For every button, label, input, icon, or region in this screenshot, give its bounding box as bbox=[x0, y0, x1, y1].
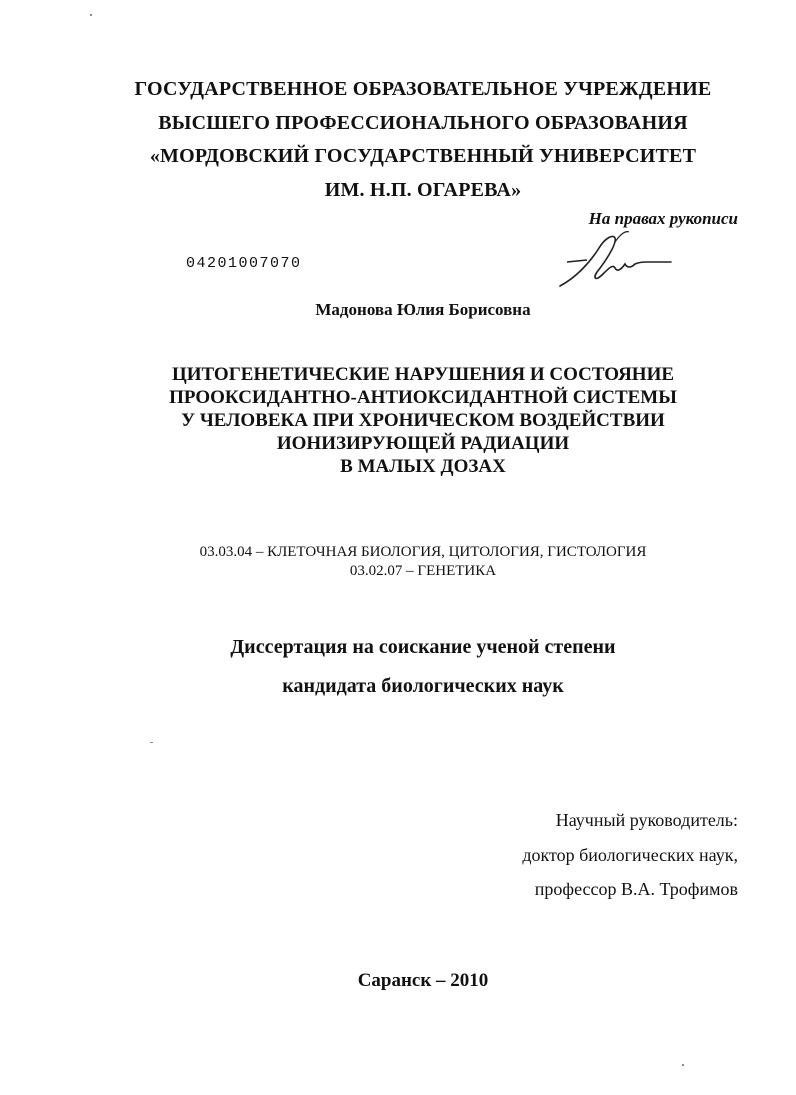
supervisor-line-2: доктор биологических наук, bbox=[522, 845, 738, 865]
title-line-1: ЦИТОГЕНЕТИЧЕСКИЕ НАРУШЕНИЯ И СОСТОЯНИЕ bbox=[171, 364, 675, 385]
signature bbox=[555, 228, 680, 292]
catalog-number: 04201007070 bbox=[186, 255, 302, 272]
degree-line-2: кандидата биологических наук bbox=[282, 675, 564, 697]
title-line-4: ИОНИЗИРУЮЩЕЙ РАДИАЦИИ bbox=[276, 433, 570, 454]
institution-line-1: ГОСУДАРСТВЕННОЕ ОБРАЗОВАТЕЛЬНОЕ УЧРЕЖДЕНИЕ bbox=[134, 78, 712, 100]
specialty-line-2: 03.02.07 – ГЕНЕТИКА bbox=[349, 563, 497, 579]
manuscript-note: На правах рукописи bbox=[588, 209, 738, 228]
city-year: Саранск – 2010 bbox=[357, 970, 489, 991]
institution-line-3: «МОРДОВСКИЙ ГОСУДАРСТВЕННЫЙ УНИВЕРСИТЕТ bbox=[149, 145, 697, 167]
degree-line-1: Диссертация на соискание ученой степени bbox=[230, 636, 616, 658]
institution-line-4: ИМ. Н.П. ОГАРЕВА» bbox=[324, 179, 522, 201]
scan-speck bbox=[682, 1064, 684, 1066]
title-line-3: У ЧЕЛОВЕКА ПРИ ХРОНИЧЕСКОМ ВОЗДЕЙСТВИИ bbox=[181, 410, 665, 431]
title-line-2: ПРООКСИДАНТНО-АНТИОКСИДАНТНОЙ СИСТЕМЫ bbox=[169, 387, 677, 408]
specialty-line-1: 03.03.04 – КЛЕТОЧНАЯ БИОЛОГИЯ, ЦИТОЛОГИЯ, ГИСТОЛОГИЯ bbox=[199, 544, 647, 560]
title-line-5: В МАЛЫХ ДОЗАХ bbox=[340, 456, 506, 477]
supervisor-line-3: профессор В.А. Трофимов bbox=[534, 879, 738, 899]
author-name: Мадонова Юлия Борисовна bbox=[315, 300, 531, 319]
supervisor-line-1: Научный руководитель: bbox=[555, 810, 738, 830]
institution-line-2: ВЫСШЕГО ПРОФЕССИОНАЛЬНОГО ОБРАЗОВАНИЯ bbox=[158, 112, 688, 134]
scan-speck bbox=[150, 742, 153, 743]
scan-speck bbox=[90, 14, 92, 16]
